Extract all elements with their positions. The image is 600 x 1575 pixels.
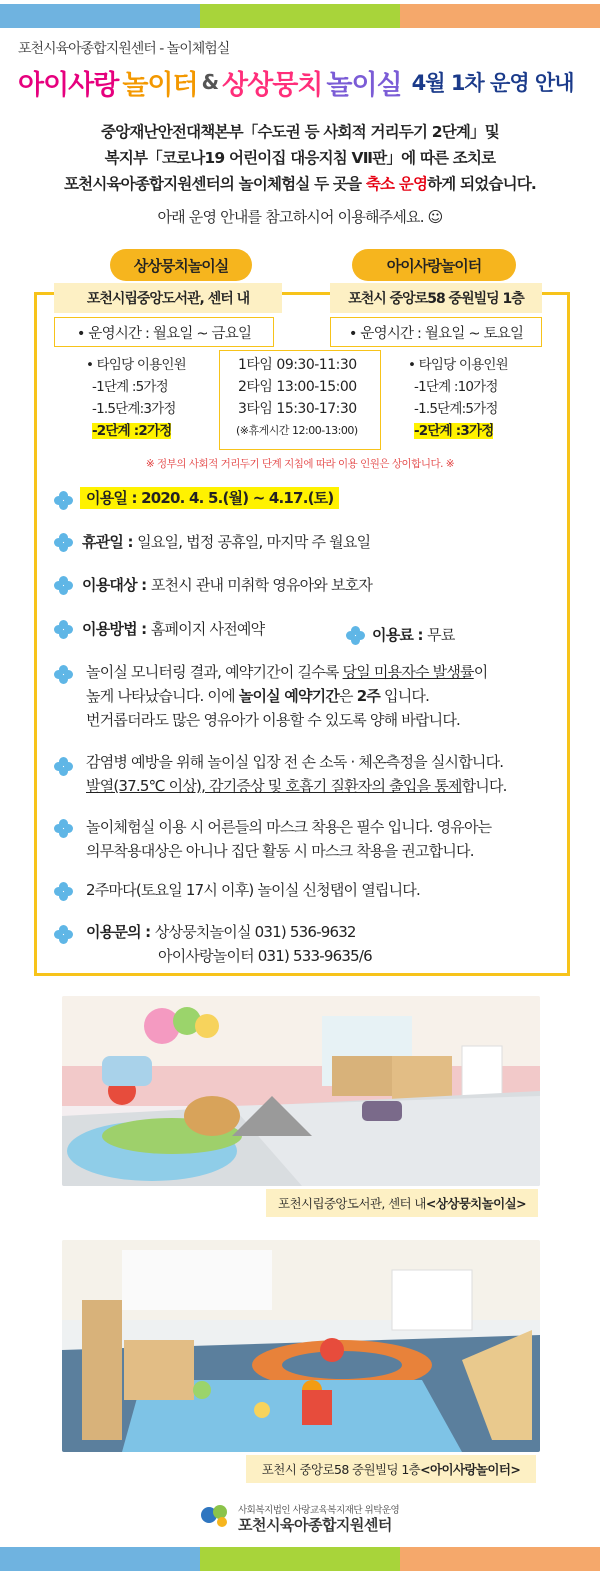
clover-icon [54,882,74,902]
facility-right-name: 아이사랑놀이터 [352,249,516,281]
bottom-color-stripe [0,1547,600,1571]
contact-aisarang: 아이사랑놀이터 031) 533-9635/6 [158,947,372,965]
intro-line-1: 중앙재난안전대책본부「수도권 등 사회적 거리두기 2단계」및 [101,123,499,141]
capacity-stage-1-5: -1.5단계:3가정 [92,401,176,417]
monitoring-notice [86,660,487,732]
photo-aisarang-playground [62,1240,540,1452]
usage-period [80,486,339,510]
clover-icon [54,819,74,839]
facility-left-capacity [86,354,186,442]
distancing-notice: ※ 정부의 사회적 거리두기 단계 지침에 따라 이용 인원은 상이합니다. ※ [145,458,455,470]
monitor-line-3: 번거롭더라도 많은 영유아가 이용할 수 있도록 양해 바랍니다. [86,711,460,729]
title-part-notice: 4월 1차 운영 안내 [411,71,574,95]
intro-line-3 [0,172,600,194]
photo-caption-aisarang [246,1455,536,1483]
clover-icon [346,626,366,646]
capacity-stage-1: -1단계 :5가정 [92,379,168,395]
playground-illustration [62,1240,540,1452]
closed-days-label: 휴관일 : [82,533,138,551]
facility-left-name: 상상뭉치놀이실 [110,249,252,281]
organization-label: 포천시육아종합지원센터 - 놀이체험실 [18,41,230,57]
caption-2-location: 포천시 중앙로58 중원빌딩 1층 [261,1462,421,1477]
mask-notice [86,815,491,863]
capacity-stage-1: -1단계 :10가정 [414,379,498,395]
playroom-illustration [62,996,540,1186]
usage-method [82,617,264,641]
title-part-sangsang: 상상뭉치 [222,69,323,101]
intro-reduced-operation: 축소 운영 [365,175,428,193]
mask-line-1: 놀이체험실 이용 시 어른들의 마스크 착용은 필수 입니다. 영유아는 [86,818,492,836]
fee-value: 무료 [427,626,455,644]
photo-sangsang-playroom [62,996,540,1186]
caption-1-name: <상상뭉치놀이실> [425,1196,526,1211]
fee-label: 이용료 : [372,626,428,644]
time-slot-1: 1타임 09:30-11:30 [238,357,357,373]
time-slot-2: 2타임 13:00-15:00 [238,379,357,395]
intro-line-4: 아래 운영 안내를 참고하시어 이용해주세요. ☺ [157,208,443,226]
monitor-line-1: 놀이실 모니터링 결과, 예약기간이 길수록 [86,663,343,681]
title-part-noriteo: 놀이터 [122,69,198,101]
closed-days-value: 일요일, 법정 공휴일, 마지막 주 월요일 [137,533,371,551]
infection-line-2-end: 합니다. [461,777,507,795]
footer-foundation: 사회복지법인 사랑교육복지재단 위탁운영 [238,1505,400,1516]
capacity-title: • 타임당 이용인원 [86,357,186,373]
target-users [82,573,372,597]
intro-line-3-pre: 포천시육아종합지원센터의 놀이체험실 두 곳을 [63,175,366,193]
contact-sangsang: 상상뭉치놀이실 031) 536-9632 [154,923,356,941]
title-ampersand: & [201,70,219,94]
infection-notice [86,750,507,798]
monitor-booking-period: 놀이실 예약기간 [238,687,340,705]
infection-line-1: 감염병 예방을 위해 놀이실 입장 전 손 소독 · 체온측정을 실시합니다. [86,753,504,771]
facility-left-location: 포천시립중앙도서관, 센터 내 [54,283,282,313]
contact-info [86,920,372,968]
monitor-two-weeks: 2주 [356,687,381,705]
usage-fee [372,623,455,647]
clover-icon [54,533,74,553]
top-color-stripe [0,4,600,28]
infection-restriction: 발열(37.5℃ 이상), 감기증상 및 호흡기 질환자의 출입을 통제 [86,777,462,795]
clover-icon [54,620,74,640]
facility-right-hours: • 운영시간 : 월요일 ~ 토요일 [330,317,542,347]
clover-icon [54,491,74,511]
time-slot-3: 3타임 15:30-17:30 [238,401,357,417]
capacity-stage-1-5: -1.5단계:5가정 [414,401,498,417]
caption-1-location: 포천시립중앙도서관, 센터 내 [278,1196,426,1211]
monitor-no-show-rate: 당일 미용자수 발생률 [342,663,474,681]
title-part-ai-sarang: 아이사랑 [18,69,119,101]
capacity-title: • 타임당 이용인원 [408,357,508,373]
center-logo-icon [200,1500,230,1530]
mask-line-2: 의무착용대상은 아니나 집단 활동 시 마스크 착용을 권고합니다. [86,842,474,860]
facility-right-location: 포천시 중앙로58 중원빌딩 1층 [330,283,542,313]
monitor-line-2: 높게 나타났습니다. 이에 [86,687,239,705]
monitor-line-2-mid: 은 [339,687,357,705]
title-part-norisil: 놀이실 [326,69,402,101]
facility-right-capacity [408,354,508,442]
contact-label: 이용문의 : [86,923,155,941]
monitor-line-2-end: 입니다. [380,687,430,705]
intro-line-2: 복지부「코로나19 어린이집 대응지침 Ⅶ판」에 따른 조치로 [104,149,496,167]
page-title [18,60,588,104]
application-tab-notice: 2주마다(토요일 17시 이후) 놀이실 신청탭이 열립니다. [86,881,420,899]
target-label: 이용대상 : [82,576,151,594]
clover-icon [54,925,74,945]
method-value: 홈페이지 사전예약 [150,620,265,638]
capacity-stage-2: -2단계 :2가정 [92,423,172,439]
time-slots-box [219,350,381,450]
clover-icon [54,576,74,596]
method-label: 이용방법 : [82,620,151,638]
caption-2-name: <아이사랑놀이터> [420,1462,521,1477]
photo-caption-sangsang [266,1189,538,1217]
target-value: 포천시 관내 미취학 영유아와 보호자 [150,576,373,594]
intro-line-3-post: 하게 되었습니다. [427,175,537,193]
capacity-stage-2: -2단계 :3가정 [414,423,494,439]
footer-center-name: 포천시육아종합지원센터 [238,1516,392,1534]
facility-left-hours: • 운영시간 : 월요일 ~ 금요일 [54,317,274,347]
monitor-line-1-end: 이 [473,663,488,681]
break-time-note: (※휴게시간 12:00-13:00) [236,424,358,437]
clover-icon [54,665,74,685]
usage-period-text: 이용일 : 2020. 4. 5.(월) ~ 4.17.(토) [80,487,339,509]
clover-icon [54,757,74,777]
closed-days [82,530,370,554]
